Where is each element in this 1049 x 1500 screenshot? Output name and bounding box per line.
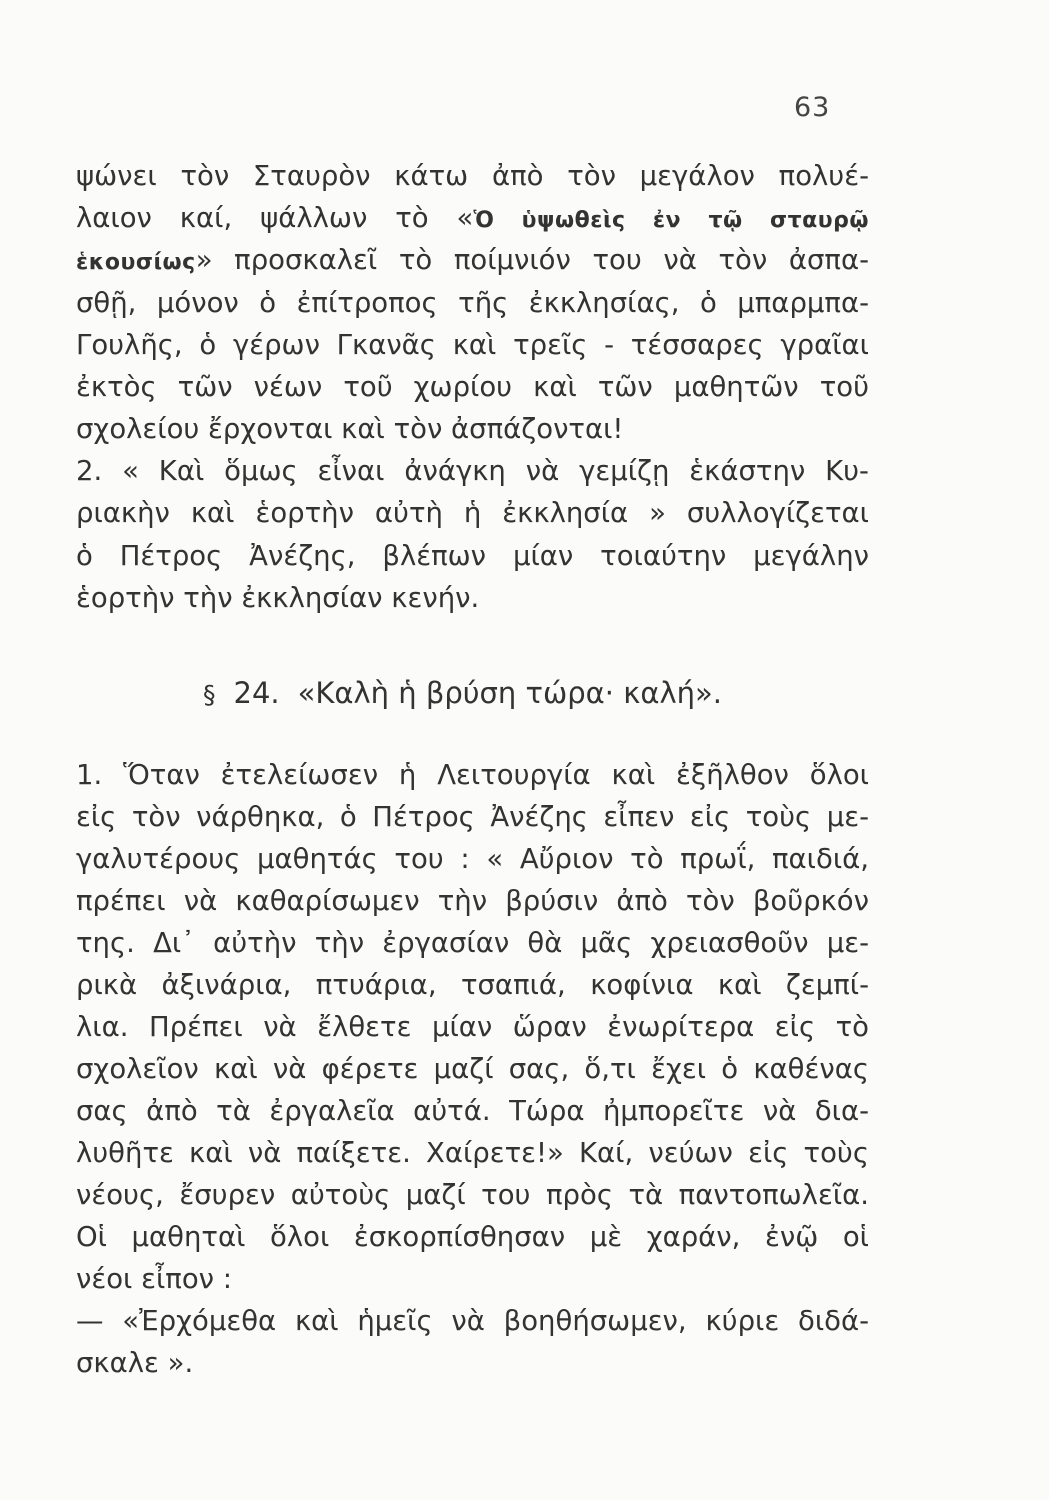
text-line: Γουλῆς, ὁ γέρων Γκανᾶς καὶ τρεῖς - τέσσαρες γραῖαι — [76, 329, 869, 361]
section-number: 24. — [233, 676, 280, 710]
section-heading — [203, 671, 722, 717]
text-line: σχολεῖον καὶ νὰ φέρετε μαζί σας, ὅ,τι ἔχει ὁ καθένας — [76, 1053, 869, 1085]
text-line: ριακὴν καὶ ἑορτὴν αὐτὴ ἡ ἐκκλησία » συλλογίζεται — [76, 497, 869, 529]
text-line: σκαλε ». — [76, 1347, 194, 1379]
text-line: της. Δι᾽ αὐτὴν τὴν ἐργασίαν θὰ μᾶς χρειασθοῦν με- — [76, 927, 869, 959]
text-line: Οἱ μαθηταὶ ὅλοι ἐσκορπίσθησαν μὲ χαράν, ἐνῷ οἱ — [76, 1221, 869, 1253]
text-line: ψώνει τὸν Σταυρὸν κάτω ἀπὸ τὸν μεγάλον πολυέ- — [76, 160, 869, 192]
text-line: σας ἀπὸ τὰ ἐργαλεῖα αὐτά. Τώρα ἠμπορεῖτε νὰ δια- — [76, 1095, 869, 1127]
text-line: γαλυτέρους μαθητάς του : « Αὔριον τὸ πρωΐ, παιδιά, — [76, 843, 869, 875]
text-line: ἐκτὸς τῶν νέων τοῦ χωρίου καὶ τῶν μαθητῶν τοῦ — [76, 371, 869, 403]
section-symbol: § — [203, 680, 216, 709]
text-line: σθῇ, μόνον ὁ ἐπίτροπος τῆς ἐκκλησίας, ὁ μπαρμπα- — [76, 287, 869, 319]
text-line: — «Ἐρχόμεθα καὶ ἡμεῖς νὰ βοηθήσωμεν, κύριε διδά- — [76, 1305, 869, 1337]
text-line: εἰς τὸν νάρθηκα, ὁ Πέτρος Ἀνέζης εἶπεν εἰς τοὺς με- — [76, 801, 869, 833]
text-line-part: λαιον καί, ψάλλων τὸ « — [76, 202, 474, 234]
text-line: νέους, ἔσυρεν αὐτοὺς μαζί του πρὸς τὰ παντοπωλεῖα. — [76, 1179, 869, 1211]
text-line: ρικὰ ἀξινάρια, πτυάρια, τσαπιά, κοφίνια καὶ ζεμπί- — [76, 969, 869, 1001]
text-line: λυθῆτε καὶ νὰ παίξετε. Χαίρετε!» Καί, νεύων εἰς τοὺς — [76, 1137, 869, 1169]
section-title: «Καλὴ ἡ βρύση τώρα· καλή». — [297, 676, 722, 710]
page-number: 63 — [794, 92, 831, 123]
text-line: 2. « Καὶ ὅμως εἶναι ἀνάγκη νὰ γεμίζῃ ἑκάστην Κυ- — [76, 455, 869, 487]
text-line: 1. Ὅταν ἐτελείωσεν ἡ Λειτουργία καὶ ἐξῆλθον ὅλοι — [76, 759, 869, 791]
text-line — [76, 240, 869, 283]
hymn-phrase: Ὁ ὑψωθεὶς ἐν τῷ σταυρῷ — [473, 208, 869, 233]
text-line: νέοι εἶπον : — [76, 1263, 233, 1295]
text-line: πρέπει νὰ καθαρίσωμεν τὴν βρύσιν ἀπὸ τὸν βοῦρκόν — [76, 885, 869, 917]
text-line: σχολείου ἔρχονται καὶ τὸν ἀσπάζονται! — [76, 413, 624, 445]
hymn-phrase: ἑκουσίως — [76, 250, 196, 275]
text-line: ὁ Πέτρος Ἀνέζης, βλέπων μίαν τοιαύτην μεγάλην — [76, 540, 869, 572]
text-line: λια. Πρέπει νὰ ἔλθετε μίαν ὥραν ἐνωρίτερα εἰς τὸ — [76, 1011, 869, 1043]
text-line: ἑορτὴν τὴν ἐκκλησίαν κενήν. — [76, 582, 480, 614]
text-line — [76, 198, 869, 241]
text-line-part: » προσκαλεῖ τὸ ποίμνιόν του νὰ τὸν ἀσπα- — [195, 244, 869, 276]
